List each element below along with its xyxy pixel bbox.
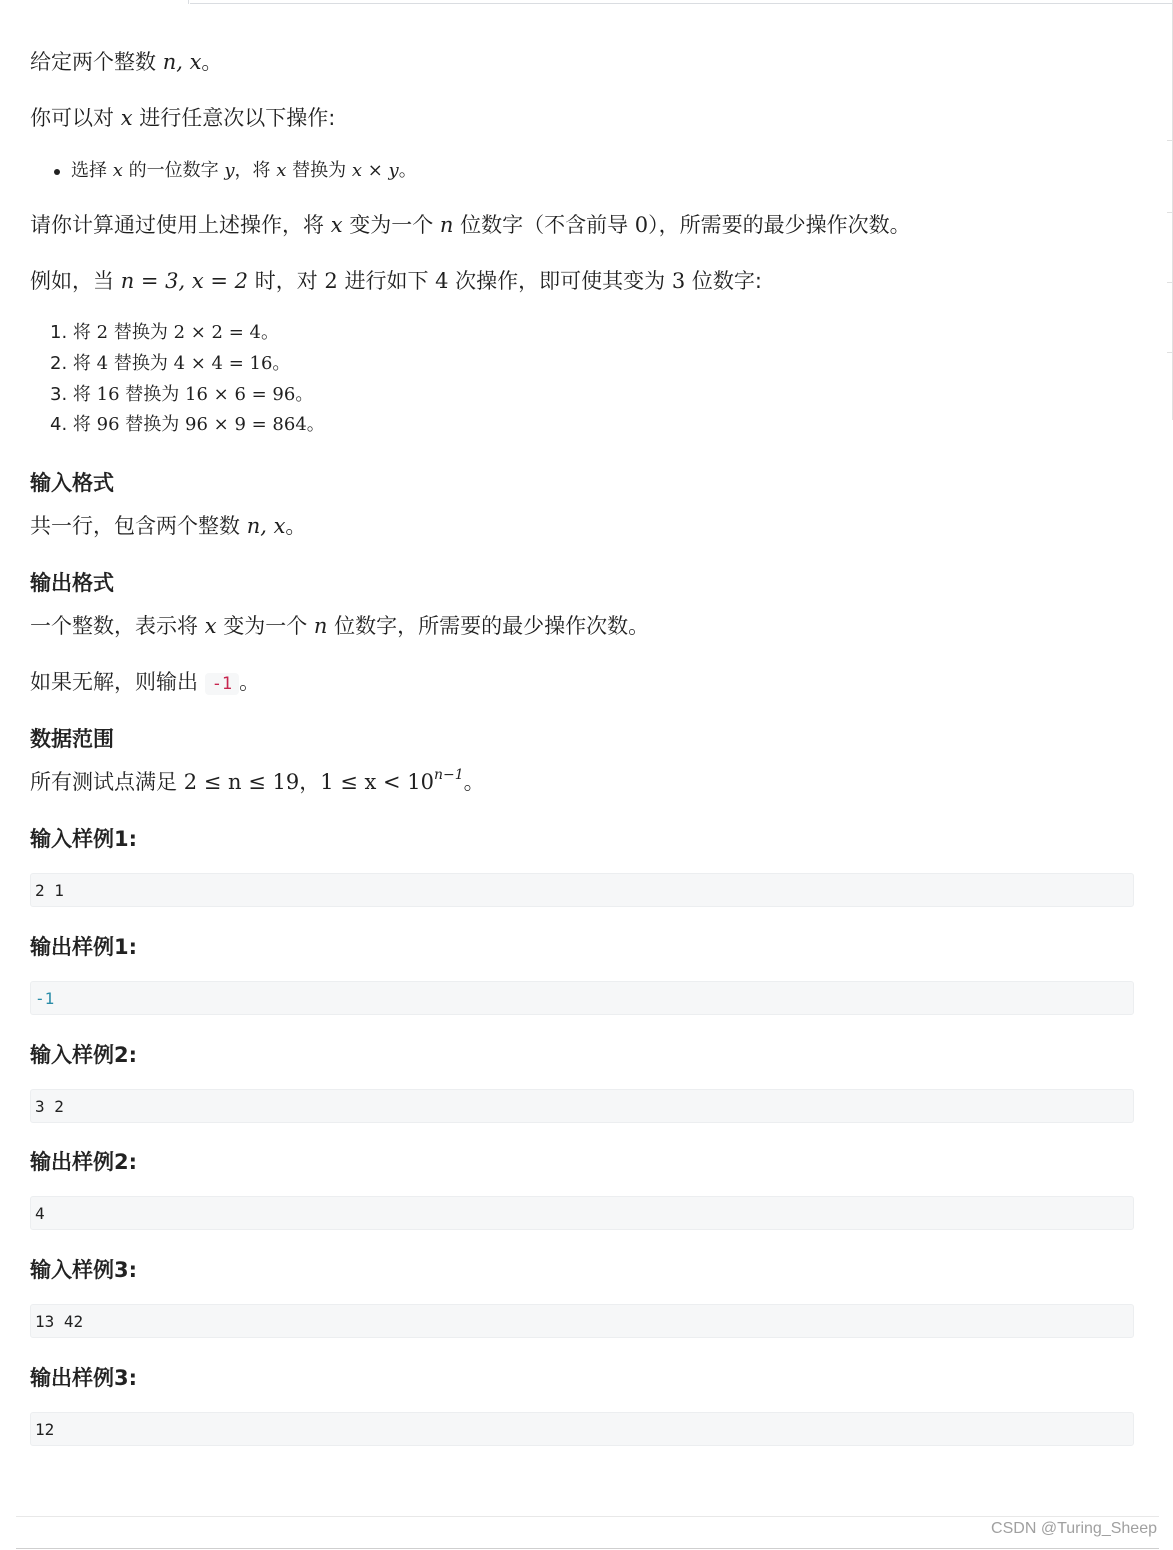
sample-code-block[interactable]: -1 [30,981,1134,1015]
input-format-text: 共一行，包含两个整数 n, x。 [30,514,307,538]
sample-heading: 输出样例3: [30,1366,138,1390]
sample-code-block[interactable]: 12 [30,1412,1134,1446]
example-paragraph: 例如，当 n = 3, x = 2 时，对 2 进行如下 4 次操作，即可使其变为 3 位数字: [30,269,762,293]
sample-heading: 输出样例1: [30,935,138,959]
example-step: 3. 将 16 替换为 16 × 6 = 96。 [50,384,314,405]
input-format-heading: 输入格式 [30,471,114,495]
sample-code-block[interactable]: 3 2 [30,1089,1134,1123]
top-divider [190,3,1173,4]
tab-edge [188,0,189,4]
goal-paragraph: 请你计算通过使用上述操作，将 x 变为一个 n 位数字（不含前导 0），所需要的最少操作次数。 [30,213,911,237]
inline-code: -1 [205,673,239,695]
sample-code-block[interactable]: 13 42 [30,1304,1134,1338]
data-range-heading: 数据范围 [30,727,114,751]
sample-heading: 输入样例1: [30,827,138,851]
right-edge-mark [1167,140,1173,141]
sample-heading: 输入样例3: [30,1258,138,1282]
right-edge-mark [1167,212,1173,213]
operation-paragraph: 你可以对 x 进行任意次以下操作: [30,106,336,130]
example-step: 2. 将 4 替换为 4 × 4 = 16。 [50,353,291,374]
bullet-dot [54,169,60,175]
sample-heading: 输出样例2: [30,1150,138,1174]
sample-code-block[interactable]: 2 1 [30,873,1134,907]
output-format-text: 一个整数，表示将 x 变为一个 n 位数字，所需要的最少操作次数。 [30,614,650,638]
right-edge-mark [1167,282,1173,283]
csdn-watermark: CSDN @Turing_Sheep [991,1520,1157,1537]
no-solution-text: 如果无解，则输出 -1 。 [30,670,261,694]
output-format-heading: 输出格式 [30,571,114,595]
right-edge-mark [1167,352,1173,353]
example-step: 1. 将 2 替换为 2 × 2 = 4。 [50,322,279,343]
example-step: 4. 将 96 替换为 96 × 9 = 864。 [50,414,325,435]
data-range-text: 所有测试点满足 2 ≤ n ≤ 19，$1 \le x < 10^{n-1}$。 [30,767,485,794]
intro-paragraph: 给定两个整数 n, x。 [30,50,223,74]
bottom-border [16,1548,1159,1549]
bottom-divider [16,1516,1159,1517]
sample-heading: 输入样例2: [30,1043,138,1067]
sample-code-block[interactable]: 4 [30,1196,1134,1230]
operation-bullet: 选择 x 的一位数字 y，将 x 替换为 x × y。 [71,160,417,181]
